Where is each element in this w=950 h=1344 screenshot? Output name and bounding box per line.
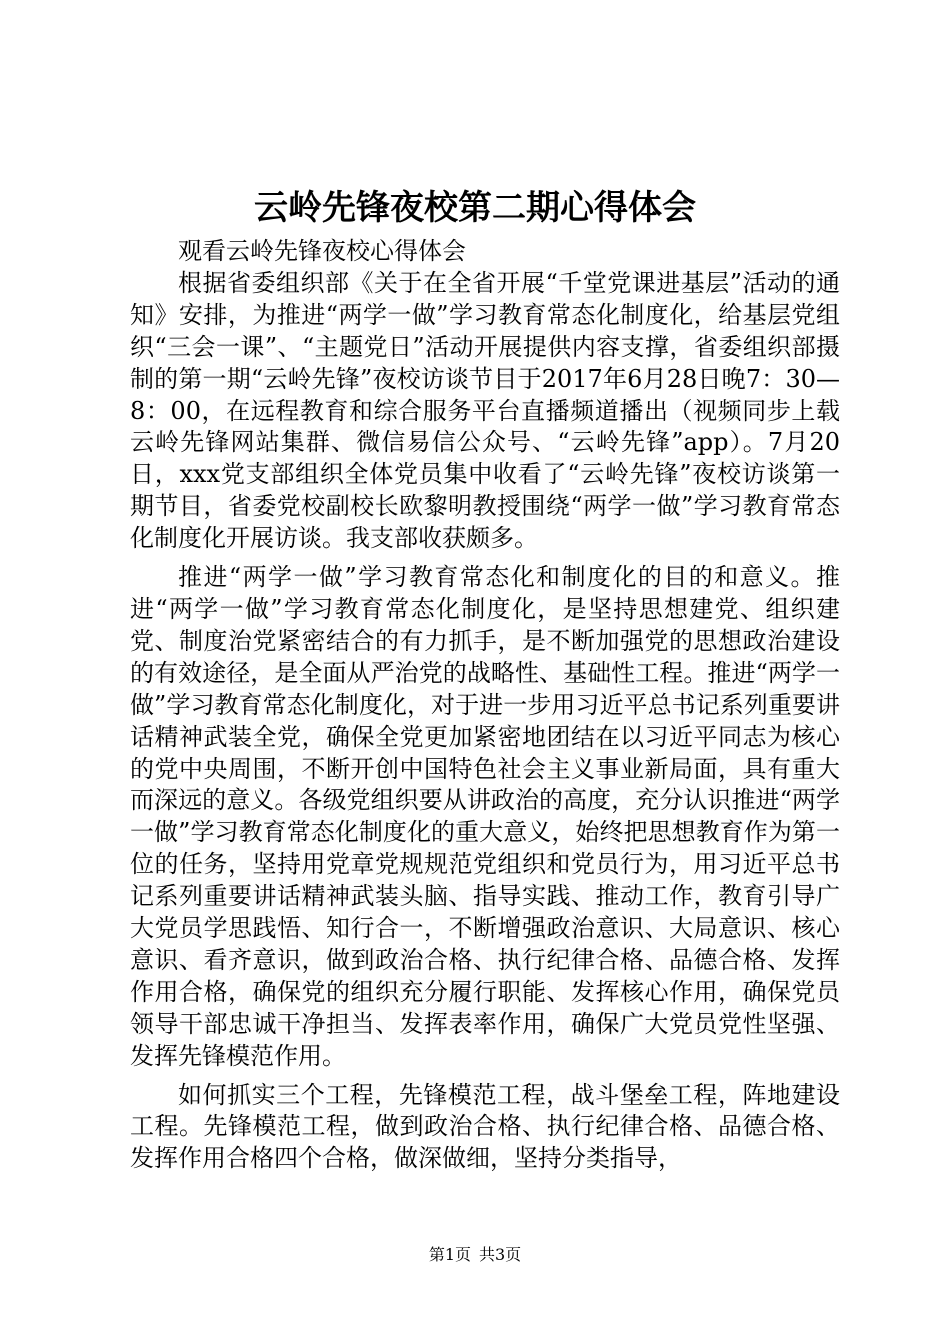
page-total: 共3页 <box>479 1245 522 1264</box>
page-number: 第1页 <box>428 1245 471 1264</box>
page-footer <box>0 1244 950 1266</box>
document-title: 云岭先锋夜校第二期心得体会 <box>254 188 696 228</box>
document-body <box>130 236 840 1175</box>
paragraph-intro: 根据省委组织部《关于在全省开展“千堂党课进基层”活动的通知》安排，为推进“两学一做”学习教育常态化制度化，给基层党组织“三会一课”、“主题党日”活动开展提供内容支撑，省委组织部摄制的第一期“云岭先锋”夜校访谈节目于2017年6月28日晚7：30—8：00，在远程教育和综合服务平台直播频道播出（视频同步上载云岭先锋网站集群、微信易信公众号、“云岭先锋”app）。7月20日，xxx党支部组织全体党员集中收看了“云岭先锋”夜校访谈第一期节目，省委党校副校长欧黎明教授围绕“两学一做”学习教育常态化制度化开展访谈。我支部收获颇多。 <box>130 268 840 553</box>
paragraph-purpose: 推进“两学一做”学习教育常态化和制度化的目的和意义。推进“两学一做”学习教育常态化制度化，是坚持思想建党、组织建党、制度治党紧密结合的有力抓手，是不断加强党的思想政治建设的有效途径，是全面从严治党的战略性、基础性工程。推进“两学一做”学习教育常态化制度化，对于进一步用习近平总书记系列重要讲话精神武装全党，确保全党更加紧密地团结在以习近平同志为核心的党中央周围，不断开创中国特色社会主义事业新局面，具有重大而深远的意义。各级党组织要从讲政治的高度，充分认识推进“两学一做”学习教育常态化制度化的重大意义，始终把思想教育作为第一位的任务，坚持用党章党规规范党组织和党员行为，用习近平总书记系列重要讲话精神武装头脑、指导实践、推动工作，教育引导广大党员学思践悟、知行合一，不断增强政治意识、大局意识、核心意识、看齐意识，做到政治合格、执行纪律合格、品德合格、发挥作用合格，确保党的组织充分履行职能、发挥核心作用，确保党员领导干部忠诚干净担当、发挥表率作用，确保广大党员党性坚强、发挥先锋模范作用。 <box>130 563 840 1070</box>
paragraph-subtitle: 观看云岭先锋夜校心得体会 <box>178 237 466 265</box>
paragraph-projects: 如何抓实三个工程，先锋模范工程，战斗堡垒工程，阵地建设工程。先锋模范工程，做到政治合格、执行纪律合格、品德合格、发挥作用合格四个合格，做深做细，坚持分类指导， <box>130 1080 840 1173</box>
